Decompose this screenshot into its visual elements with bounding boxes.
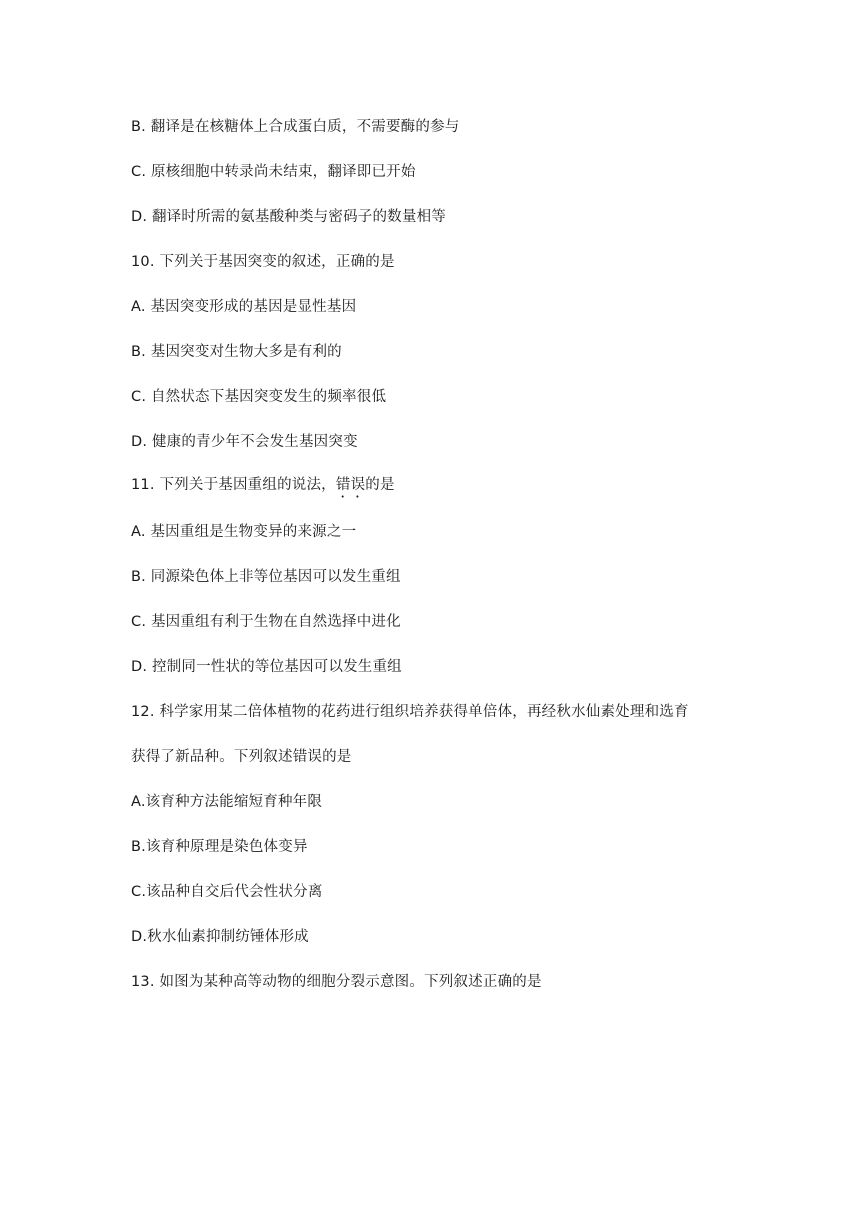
q12-option-a: A.该育种方法能缩短育种年限 xyxy=(131,794,323,810)
q11-option-d: D. 控制同一性状的等位基因可以发生重组 xyxy=(131,659,402,675)
q11-option-b: B. 同源染色体上非等位基因可以发生重组 xyxy=(131,569,401,585)
q12-option-c: C.该品种自交后代会性状分离 xyxy=(131,884,323,900)
q11-stem-end: 的是 xyxy=(365,477,395,493)
q9-option-c: C. 原核细胞中转录尚未结束，翻译即已开始 xyxy=(131,164,416,180)
q10-option-b: B. 基因突变对生物大多是有利的 xyxy=(131,344,342,360)
q11-stem-text: 11. 下列关于基因重组的说法， xyxy=(131,477,336,493)
q9-option-b: B. 翻译是在核糖体上合成蛋白质，不需要酶的参与 xyxy=(131,119,460,135)
q10-stem: 10. 下列关于基因突变的叙述，正确的是 xyxy=(131,254,395,270)
q11-emphasis-text: 错误 xyxy=(335,477,366,493)
q12-stem-line-1: 12. 科学家用某二倍体植物的花药进行组织培养获得单倍体，再经秋水仙素处理和选育 xyxy=(131,704,689,720)
q10-option-a: A. 基因突变形成的基因是显性基因 xyxy=(131,299,357,315)
q11-option-a: A. 基因重组是生物变异的来源之一 xyxy=(131,524,357,540)
q12-option-b: B.该育种原理是染色体变异 xyxy=(131,839,308,855)
q13-stem: 13. 如图为某种高等动物的细胞分裂示意图。下列叙述正确的是 xyxy=(131,974,542,990)
q11-option-c: C. 基因重组有利于生物在自然选择中进化 xyxy=(131,614,401,630)
q11-stem xyxy=(131,475,395,501)
q12-stem-line-2: 获得了新品种。下列叙述错误的是 xyxy=(131,749,352,765)
q9-option-d: D. 翻译时所需的氨基酸种类与密码子的数量相等 xyxy=(131,209,446,225)
q10-option-c: C. 自然状态下基因突变发生的频率很低 xyxy=(131,389,387,405)
q12-option-d: D.秋水仙素抑制纺锤体形成 xyxy=(131,929,309,945)
q10-option-d: D. 健康的青少年不会发生基因突变 xyxy=(131,434,358,450)
